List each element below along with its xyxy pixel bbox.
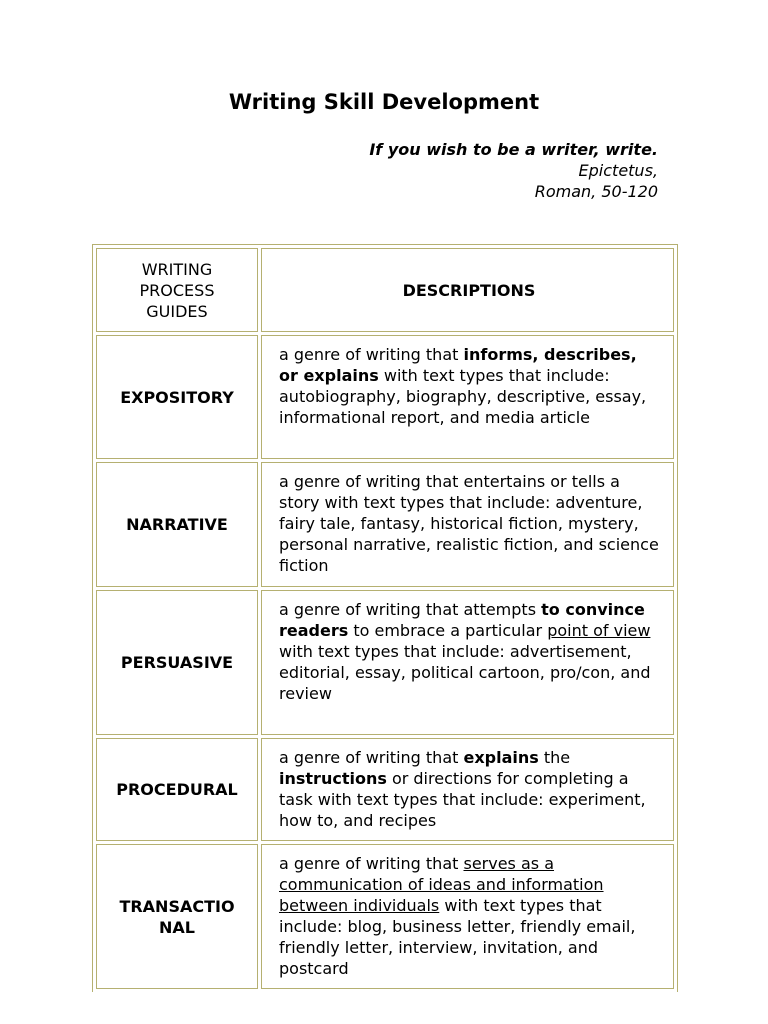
header-descriptions-cell: DESCRIPTIONS [261,248,674,332]
header-guides-line-1: WRITING [141,259,213,279]
description-text: a genre of writing that [279,345,464,364]
description-text: with text types that include: blog, business letter, friendly email, friendly letter, interview, invitation, and postcard [279,896,636,978]
description-text: with text types that include: autobiography, biography, descriptive, essay, informational report, and media article [279,366,647,427]
header-guides-line-3: GUIDES [146,301,208,321]
header-guides-line-2: PROCESS [139,280,215,300]
quote-author: Epictetus, [578,161,658,180]
table-row-narrative [96,462,674,587]
guide-transactional-line-1: TRANSACTIO [119,896,235,916]
epigraph [369,139,658,202]
description-persuasive [261,590,674,735]
guide-persuasive: PERSUASIVE [96,590,258,735]
description-text: a genre of writing that [279,854,464,873]
description-procedural [261,738,674,841]
guide-transactional [96,844,258,989]
description-underline: serves as a communication of ideas and information between individuals [279,854,604,915]
guide-procedural: PROCEDURAL [96,738,258,841]
table-header-row [96,248,674,332]
description-text: a genre of writing that [279,748,464,767]
description-narrative [261,462,674,587]
description-emphasis: instructions [279,769,387,788]
description-text: to embrace a particular [348,621,548,640]
quote-period: . [651,140,658,159]
table-row-procedural [96,738,674,841]
description-emphasis: explains [463,748,539,767]
description-emphasis: to convince readers [279,600,645,640]
epigraph-quote [369,139,658,160]
table-row-expository [96,335,674,459]
header-guides-cell [96,248,258,332]
description-expository [261,335,674,459]
guide-transactional-line-2: NAL [159,917,195,937]
description-emphasis: informs, describes, or explains [279,345,637,385]
table-row-persuasive [96,590,674,735]
quote-origin: Roman, 50-120 [534,182,658,201]
guide-expository: EXPOSITORY [96,335,258,459]
document-title: Writing Skill Development [228,90,540,114]
description-text: or directions for completing a task with text types that include: experiment, how to, and recipes [279,769,646,830]
quote-text: If you wish to be a writer, write [369,140,652,159]
description-text: a genre of writing that entertains or tells a story with text types that include: adventure, fairy tale, fantasy, historical fiction, mystery, personal narrative, realistic fiction, and science fiction [279,472,659,575]
table-row-transactional [96,844,674,989]
description-text: the [538,748,571,767]
description-underline: point of view [547,621,651,640]
description-transactional [261,844,674,989]
description-text: a genre of writing that attempts [279,600,542,619]
writing-guides-table [92,244,678,992]
description-text: with text types that include: advertisement, editorial, essay, political cartoon, pro/con, and review [279,642,651,703]
guide-narrative: NARRATIVE [96,462,258,587]
